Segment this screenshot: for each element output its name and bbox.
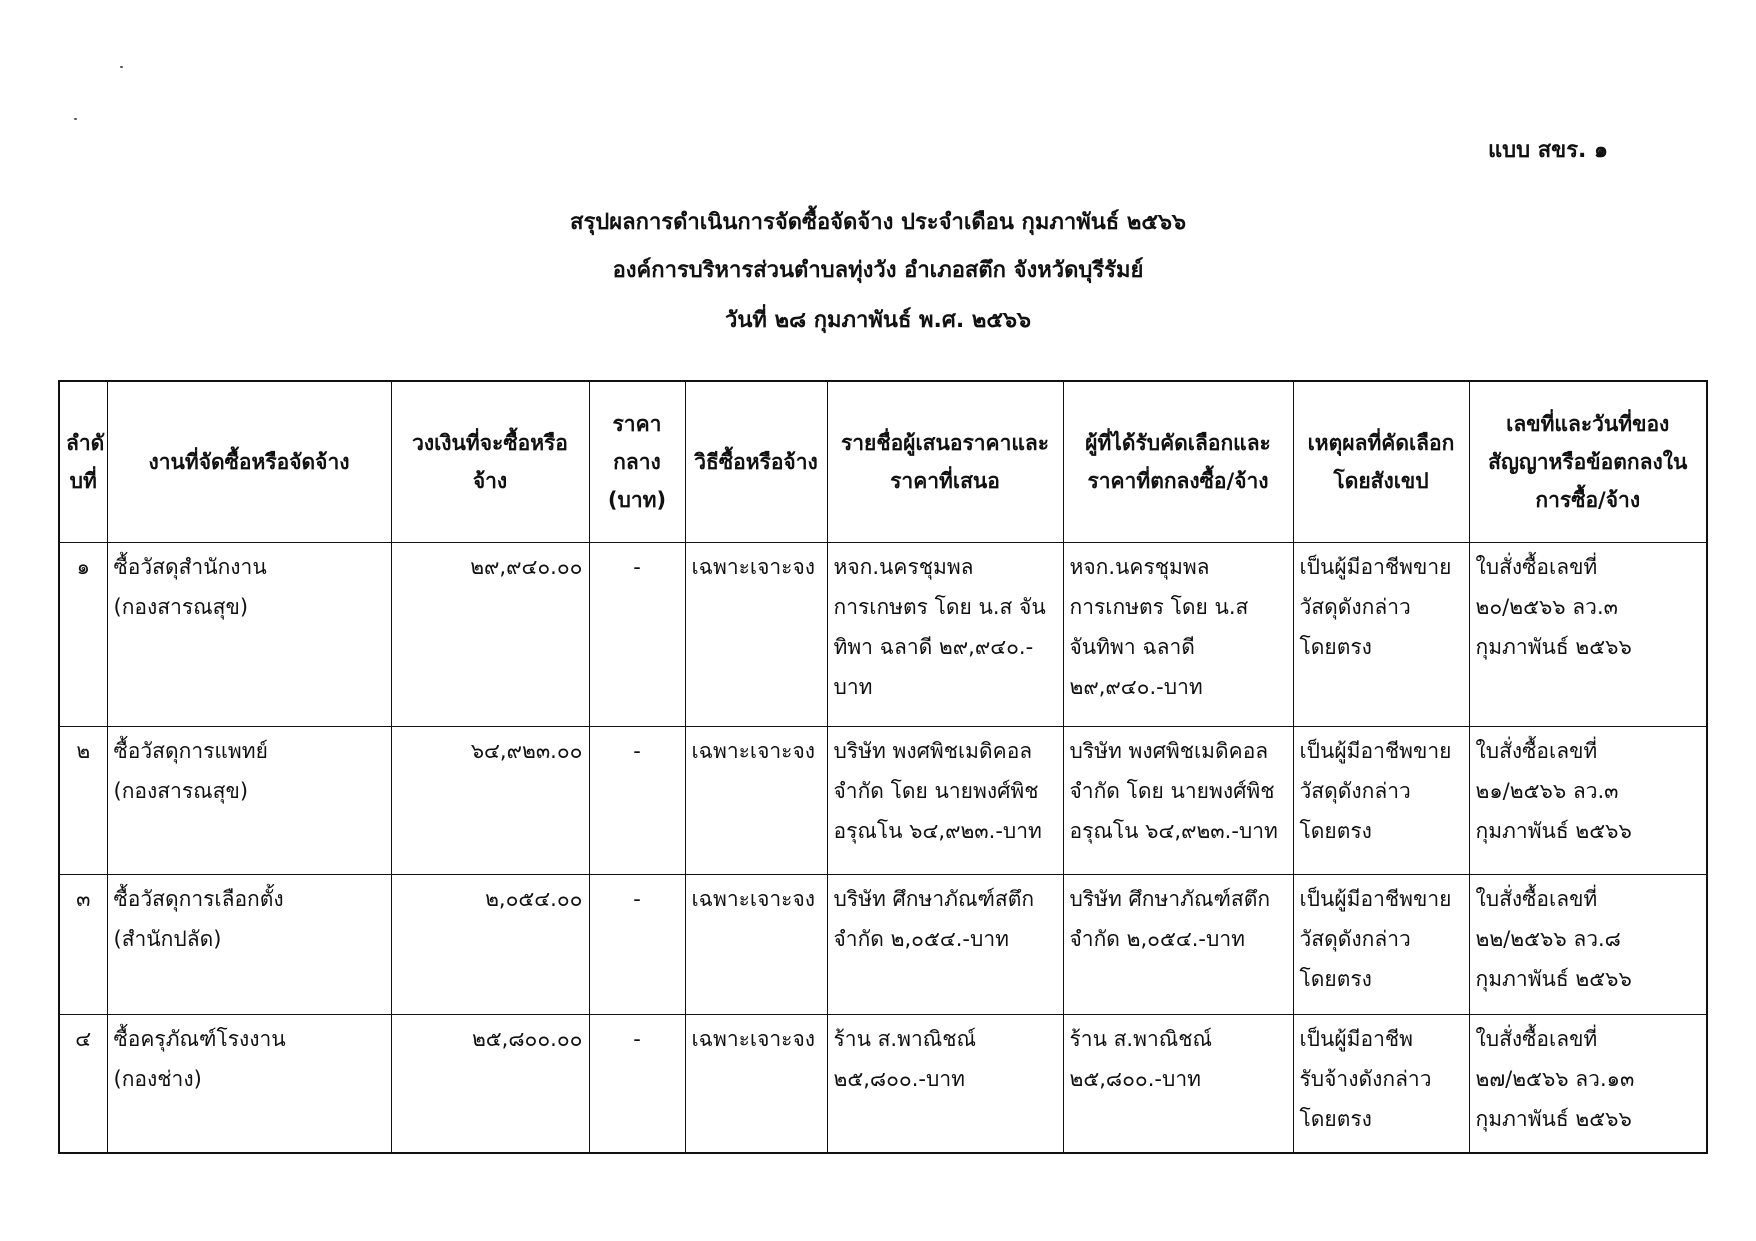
row-method: เฉพาะเจาะจง [685,875,827,1015]
row-contract: ใบสั่งซื้อเลขที่ ๒๗/๒๕๖๖ ลว.๑๓ กุมภาพันธ์ ๒๕๖๖ [1469,1015,1707,1153]
row-method: เฉพาะเจาะจง [685,727,827,875]
row-bidders: บริษัท ศึกษาภัณฑ์สตึก จำกัด ๒,๐๕๔.-บาท [827,875,1063,1015]
row-budget: ๒๕,๘๐๐.๐๐ [391,1015,589,1153]
row-item: ซื้อครุภัณฑ์โรงงาน (กองช่าง) [107,1015,391,1153]
table-header-row [59,381,1707,543]
row-selected: บริษัท พงศพิชเมดิคอล จำกัด โดย นายพงศ์พิช อรุณโน ๖๔,๙๒๓.-บาท [1063,727,1293,875]
row-reason: เป็นผู้มีอาชีพขาย วัสดุดังกล่าว โดยตรง [1293,543,1469,727]
header-ref-price: ราคา กลาง (บาท) [589,381,685,543]
row-number: ๒ [59,727,107,875]
table-row [59,727,1707,875]
row-number: ๑ [59,543,107,727]
row-bidders: ร้าน ส.พาณิชณ์ ๒๕,๘๐๐.-บาท [827,1015,1063,1153]
header-item: งานที่จัดซื้อหรือจัดจ้าง [107,381,391,543]
header-contract: เลขที่และวันที่ของ สัญญาหรือข้อตกลงใน การซื้อ/จ้าง [1469,381,1707,543]
row-contract: ใบสั่งซื้อเลขที่ ๒๐/๒๕๖๖ ลว.๓ กุมภาพันธ์ ๒๕๖๖ [1469,543,1707,727]
header-method: วิธีซื้อหรือจ้าง [685,381,827,543]
row-selected: หจก.นครชุมพล การเกษตร โดย น.ส จันทิพา ฉลาดี ๒๙,๙๔๐.-บาท [1063,543,1293,727]
row-ref-price: - [589,727,685,875]
row-budget: ๒๙,๙๔๐.๐๐ [391,543,589,727]
header-selected: ผู้ที่ได้รับคัดเลือกและ ราคาที่ตกลงซื้อ/จ้าง [1063,381,1293,543]
row-bidders: หจก.นครชุมพล การเกษตร โดย น.ส จัน ทิพา ฉลาดี ๒๙,๙๔๐.- บาท [827,543,1063,727]
row-ref-price: - [589,543,685,727]
table-row [59,543,1707,727]
scan-speck [120,66,123,68]
header-budget: วงเงินที่จะซื้อหรือ จ้าง [391,381,589,543]
header-no: ลำดั บที่ [59,381,107,543]
row-ref-price: - [589,875,685,1015]
organization-line: องค์การบริหารส่วนตำบลทุ่งวัง อำเภอสตึก จังหวัดบุรีรัมย์ [612,258,1144,283]
row-number: ๔ [59,1015,107,1153]
row-method: เฉพาะเจาะจง [685,1015,827,1153]
table-row [59,875,1707,1015]
row-item: ซื้อวัสดุการเลือกตั้ง (สำนักปลัด) [107,875,391,1015]
header-reason: เหตุผลที่คัดเลือก โดยสังเขป [1293,381,1469,543]
form-code: แบบ สขร. ๑ [1487,138,1608,163]
row-budget: ๒,๐๕๔.๐๐ [391,875,589,1015]
row-selected: ร้าน ส.พาณิชณ์ ๒๕,๘๐๐.-บาท [1063,1015,1293,1153]
row-budget: ๖๔,๙๒๓.๐๐ [391,727,589,875]
date-line: วันที่ ๒๘ กุมภาพันธ์ พ.ศ. ๒๕๖๖ [725,308,1031,333]
row-method: เฉพาะเจาะจง [685,543,827,727]
row-ref-price: - [589,1015,685,1153]
document-title: สรุปผลการดำเนินการจัดซื้อจัดจ้าง ประจำเดือน กุมภาพันธ์ ๒๕๖๖ [570,210,1186,235]
row-reason: เป็นผู้มีอาชีพ รับจ้างดังกล่าว โดยตรง [1293,1015,1469,1153]
table-row [59,1015,1707,1153]
scan-speck [74,118,77,120]
row-item: ซื้อวัสดุสำนักงาน (กองสารณสุข) [107,543,391,727]
procurement-table [58,380,1708,1154]
row-selected: บริษัท ศึกษาภัณฑ์สตึก จำกัด ๒,๐๕๔.-บาท [1063,875,1293,1015]
row-number: ๓ [59,875,107,1015]
row-bidders: บริษัท พงศพิชเมดิคอล จำกัด โดย นายพงศ์พิช อรุณโน ๖๔,๙๒๓.-บาท [827,727,1063,875]
row-item: ซื้อวัสดุการแพทย์ (กองสารณสุข) [107,727,391,875]
row-reason: เป็นผู้มีอาชีพขาย วัสดุดังกล่าว โดยตรง [1293,875,1469,1015]
header-bidders: รายชื่อผู้เสนอราคาและ ราคาที่เสนอ [827,381,1063,543]
row-contract: ใบสั่งซื้อเลขที่ ๒๑/๒๕๖๖ ลว.๓ กุมภาพันธ์ ๒๕๖๖ [1469,727,1707,875]
row-reason: เป็นผู้มีอาชีพขาย วัสดุดังกล่าว โดยตรง [1293,727,1469,875]
row-contract: ใบสั่งซื้อเลขที่ ๒๒/๒๕๖๖ ลว.๘ กุมภาพันธ์ ๒๕๖๖ [1469,875,1707,1015]
